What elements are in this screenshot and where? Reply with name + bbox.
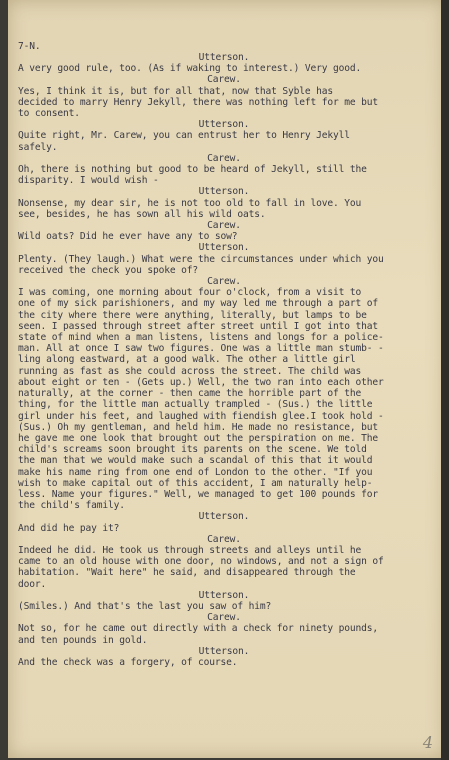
dialogue-line: girl under his feet, and laughed with fiendish glee.I took hold - [18,410,384,422]
page-number: 7-N. [18,41,41,52]
dialogue-line: A very good rule, too. (As if waking to interest.) Very good. [18,63,362,75]
script-text [18,41,430,668]
speaker-heading: Utterson. [198,645,250,657]
dialogue-line: (Sus.) Oh my gentleman, and held him. He made no resistance, but [18,421,379,433]
typescript-page [8,0,445,758]
speaker-heading: Carew. [207,74,241,86]
dialogue-line: habitation. "Wait here" he said, and disappeared through the [18,567,356,579]
dialogue-line: man. All at once I saw two figures. One was a little man stumb- - [18,343,384,355]
dialogue-line: Plenty. (They laugh.) What were the circumstances under which you [18,253,384,265]
speaker-heading: Utterson. [198,589,250,601]
dialogue-line: thing, for the little man actually trampled - (Sus.) the little [18,399,373,411]
dialogue-line: make his name ring from one end of London to the other. "If you [18,466,373,478]
dialogue-line: one of my sick parishioners, and my way led me through a part of [18,298,379,310]
speaker-heading: Carew. [207,612,241,624]
dialogue-line: the city where there were anything, literally, but lamps to be [18,309,367,321]
speaker-heading: Carew. [207,533,241,545]
speaker-heading: Utterson. [198,119,250,131]
dialogue-line: Nonsense, my dear sir, he is not too old to fall in love. You [18,197,362,209]
dialogue-line: to consent. [18,108,80,120]
corner-mark: 4 [422,733,433,752]
dialogue-line: Indeed he did. He took us through streets and alleys until he [18,544,362,556]
dialogue-line: Quite right, Mr. Carew, you can entrust her to Henry Jekyll [18,130,350,142]
dialogue-line: Wild oats? Did he ever have any to sow? [18,231,238,243]
dialogue-line: less. Name your figures." Well, we managed to get 100 pounds for [18,488,379,500]
dialogue-line: he gave me one look that brought out the perspiration on me. The [18,432,379,444]
dialogue-line: naturally, at the corner - then came the horrible part of the [18,388,362,400]
dialogue-line: (Smiles.) And that's the last you saw of him? [18,600,272,612]
dialogue-line: the child's family. [18,500,125,512]
dialogue-line: see, besides, he has sown all his wild oats. [18,208,266,220]
dialogue-line: I was coming, one morning about four o'clock, from a visit to [18,287,362,299]
speaker-heading: Carew. [207,152,241,164]
binding-edge [441,0,449,760]
dialogue-line: wish to make capital out of this accident, I am naturally help- [18,477,373,489]
dialogue-line: seen. I passed through street after street until I got into that [18,320,379,332]
speaker-heading: Carew. [207,220,241,232]
speaker-heading: Utterson. [198,511,250,523]
dialogue-line: child's screams soon brought its parents on the scene. We told [18,444,367,456]
dialogue-line: Yes, I think it is, but for all that, now that Syble has [18,85,334,97]
dialogue-line: And the check was a forgery, of course. [18,656,238,668]
dialogue-line: state of mind when a man listens, listens and longs for a police- [18,332,384,344]
dialogue-line: and ten pounds in gold. [18,634,148,646]
dialogue-line: received the check you spoke of? [18,264,199,276]
dialogue-line: disparity. I would wish - [18,175,159,187]
speaker-heading: Utterson. [198,52,250,63]
speaker-heading: Utterson. [198,186,250,198]
speaker-heading: Utterson. [198,242,250,254]
dialogue-line: the man that we would make such a scandal of this that it would [18,455,373,467]
dialogue-line: ling along eastward, at a good walk. The other a little girl [18,354,356,366]
dialogue-line: And did he pay it? [18,522,120,534]
dialogue-line: about eight or ten - (Gets up.) Well, the two ran into each other [18,376,384,388]
speaker-heading: Carew. [207,276,241,288]
dialogue-line: Not so, for he came out directly with a check for ninety pounds, [18,623,379,635]
dialogue-line: safely. [18,141,58,153]
dialogue-line: Oh, there is nothing but good to be heard of Jekyll, still the [18,164,367,176]
dialogue-line: decided to marry Henry Jekyll, there was nothing left for me but [18,96,379,108]
dialogue-line: came to an old house with one door, no windows, and not a sign of [18,556,384,568]
dialogue-line: running as fast as she could across the street. The child was [18,365,362,377]
dialogue-line: door. [18,578,47,590]
